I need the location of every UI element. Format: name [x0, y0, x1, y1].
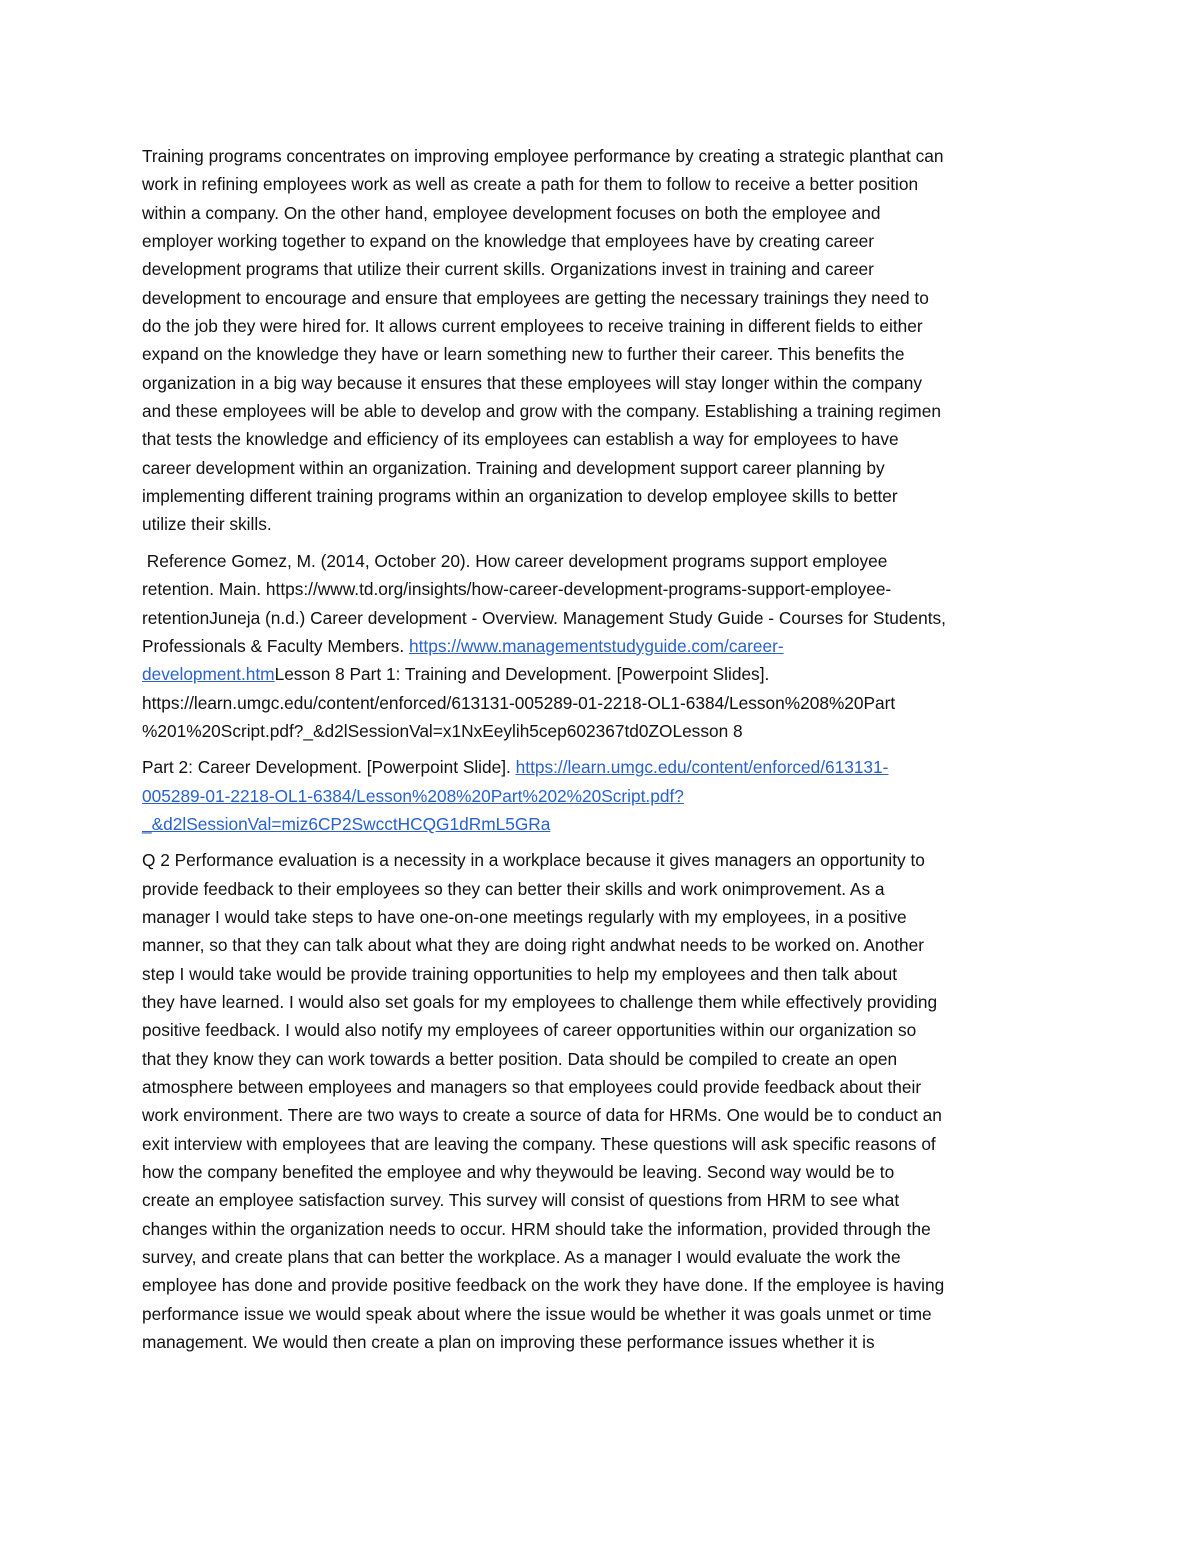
text-run: within a company. On the other hand, employee development focuses on both the employee and	[142, 202, 881, 223]
text-line	[142, 312, 1067, 340]
text-line	[142, 1328, 1067, 1356]
text-line	[142, 142, 1067, 170]
text-line	[142, 875, 1067, 903]
text-line	[142, 1186, 1067, 1214]
text-line	[142, 397, 1067, 425]
text-line	[142, 846, 1067, 874]
text-run: how the company benefited the employee and why theywould be leaving. Second way would be to	[142, 1162, 895, 1183]
text-run: provide feedback to their employees so they can better their skills and work onimprovement. As a	[142, 878, 885, 899]
text-run: employee has done and provide positive feedback on the work they have done. If the employee is having	[142, 1275, 945, 1296]
text-line	[142, 454, 1067, 482]
text-run: Part 2: Career Development. [Powerpoint Slide].	[142, 757, 516, 778]
text-line	[142, 1101, 1067, 1129]
text-run: survey, and create plans that can better the workplace. As a manager I would evaluate the work the	[142, 1247, 901, 1268]
text-run: retentionJuneja (n.d.) Career development - Overview. Management Study Guide - Courses for Students,	[142, 607, 946, 628]
text-run: create an employee satisfaction survey. This survey will consist of questions from HRM to see what	[142, 1190, 900, 1211]
text-line	[142, 575, 1067, 603]
text-line	[142, 199, 1067, 227]
text-run: career development within an organization. Training and development support career planning by	[142, 457, 885, 478]
text-run: Q 2 Performance evaluation is a necessity in a workplace because it gives managers an opportunity to	[142, 850, 925, 871]
reference-link[interactable]: https://www.managementstudyguide.com/career-	[409, 635, 784, 656]
q2-paragraph	[142, 846, 1067, 1356]
text-run: management. We would then create a plan on improving these performance issues whether it is	[142, 1332, 875, 1353]
text-run: Professionals & Faculty Members.	[142, 635, 409, 656]
text-run: performance issue we would speak about where the issue would be whether it was goals unmet or time	[142, 1303, 932, 1324]
text-run: %201%20Script.pdf?_&d2lSessionVal=x1NxEeylih5cep602367td0ZOLesson 8	[142, 720, 743, 741]
text-line	[142, 960, 1067, 988]
text-run: manager I would take steps to have one-on-one meetings regularly with my employees, in a positive	[142, 906, 907, 927]
text-line	[142, 547, 1067, 575]
text-run: and these employees will be able to develop and grow with the company. Establishing a training regimen	[142, 401, 941, 422]
text-line	[142, 1073, 1067, 1101]
text-line	[142, 369, 1067, 397]
text-line	[142, 425, 1067, 453]
text-line	[142, 717, 1067, 745]
text-run: do the job they were hired for. It allows current employees to receive training in different fields to either	[142, 316, 923, 337]
text-run: employer working together to expand on the knowledge that employees have by creating career	[142, 231, 875, 252]
text-run: step I would take would be provide training opportunities to help my employees and then talk about	[142, 963, 898, 984]
text-run: exit interview with employees that are leaving the company. These questions will ask specific reasons of	[142, 1133, 936, 1154]
part2-paragraph	[142, 753, 1067, 838]
text-run: they have learned. I would also set goals for my employees to challenge them while effectively providing	[142, 991, 938, 1012]
text-run: implementing different training programs within an organization to develop employee skills to better	[142, 486, 898, 507]
text-run: work in refining employees work as well as create a path for them to follow to receive a better position	[142, 174, 919, 195]
reference-link[interactable]: development.htm	[142, 664, 275, 685]
text-line	[142, 1243, 1067, 1271]
text-run: changes within the organization needs to occur. HRM should take the information, provided through the	[142, 1218, 931, 1239]
text-run: that tests the knowledge and efficiency of its employees can establish a way for employees to have	[142, 429, 899, 450]
text-run: Training programs concentrates on improving employee performance by creating a strategic planthat can	[142, 146, 944, 166]
text-line	[142, 1158, 1067, 1186]
text-run: https://learn.umgc.edu/content/enforced/613131-005289-01-2218-OL1-6384/Lesson%208%20Part	[142, 692, 896, 713]
reference-link[interactable]: https://learn.umgc.edu/content/enforced/613131-	[515, 757, 889, 778]
text-line	[142, 1215, 1067, 1243]
text-line	[142, 1300, 1067, 1328]
text-run: organization in a big way because it ensures that these employees will stay longer within the company	[142, 372, 923, 393]
text-line	[142, 782, 1067, 810]
text-line	[142, 1130, 1067, 1158]
text-run: expand on the knowledge they have or learn something new to further their career. This benefits the	[142, 344, 905, 365]
document-body	[142, 142, 1067, 1356]
text-line	[142, 903, 1067, 931]
text-run: Reference Gomez, M. (2014, October 20). How career development programs support employee	[142, 550, 888, 571]
text-line	[142, 284, 1067, 312]
text-line	[142, 931, 1067, 959]
text-line	[142, 604, 1067, 632]
reference-link[interactable]: _&d2lSessionVal=miz6CP2SwcctHCQG1dRmL5GRa	[142, 813, 551, 834]
reference-paragraph	[142, 547, 1067, 745]
text-line	[142, 227, 1067, 255]
text-run: work environment. There are two ways to create a source of data for HRMs. One would be to conduct an	[142, 1105, 942, 1126]
text-line	[142, 988, 1067, 1016]
text-line	[142, 482, 1067, 510]
text-run: atmosphere between employees and managers so that employees could provide feedback about their	[142, 1077, 922, 1097]
text-line	[142, 689, 1067, 717]
text-run: positive feedback. I would also notify my employees of career opportunities within our organization so	[142, 1020, 917, 1041]
text-line	[142, 810, 1067, 838]
text-line	[142, 340, 1067, 368]
text-run: manner, so that they can talk about what they are doing right andwhat needs to be worked on. Another	[142, 935, 925, 956]
text-run: Lesson 8 Part 1: Training and Development. [Powerpoint Slides].	[274, 664, 770, 685]
text-line	[142, 660, 1067, 688]
text-line	[142, 510, 1067, 538]
text-run: development programs that utilize their current skills. Organizations invest in training and career	[142, 259, 874, 280]
text-run: retention. Main. https://www.td.org/insights/how-career-development-programs-support-employee-	[142, 579, 892, 600]
training-paragraph	[142, 142, 1067, 539]
text-line	[142, 753, 1067, 781]
text-line	[142, 170, 1067, 198]
text-line	[142, 1016, 1067, 1044]
text-run: that they know they can work towards a better position. Data should be compiled to create an open	[142, 1048, 898, 1069]
text-run: utilize their skills.	[142, 514, 272, 535]
text-line	[142, 1271, 1067, 1299]
reference-link[interactable]: 005289-01-2218-OL1-6384/Lesson%208%20Part%202%20Script.pdf?	[142, 785, 684, 806]
text-line	[142, 1045, 1067, 1073]
text-line	[142, 255, 1067, 283]
text-line	[142, 632, 1067, 660]
text-run: development to encourage and ensure that employees are getting the necessary trainings they need to	[142, 287, 929, 308]
